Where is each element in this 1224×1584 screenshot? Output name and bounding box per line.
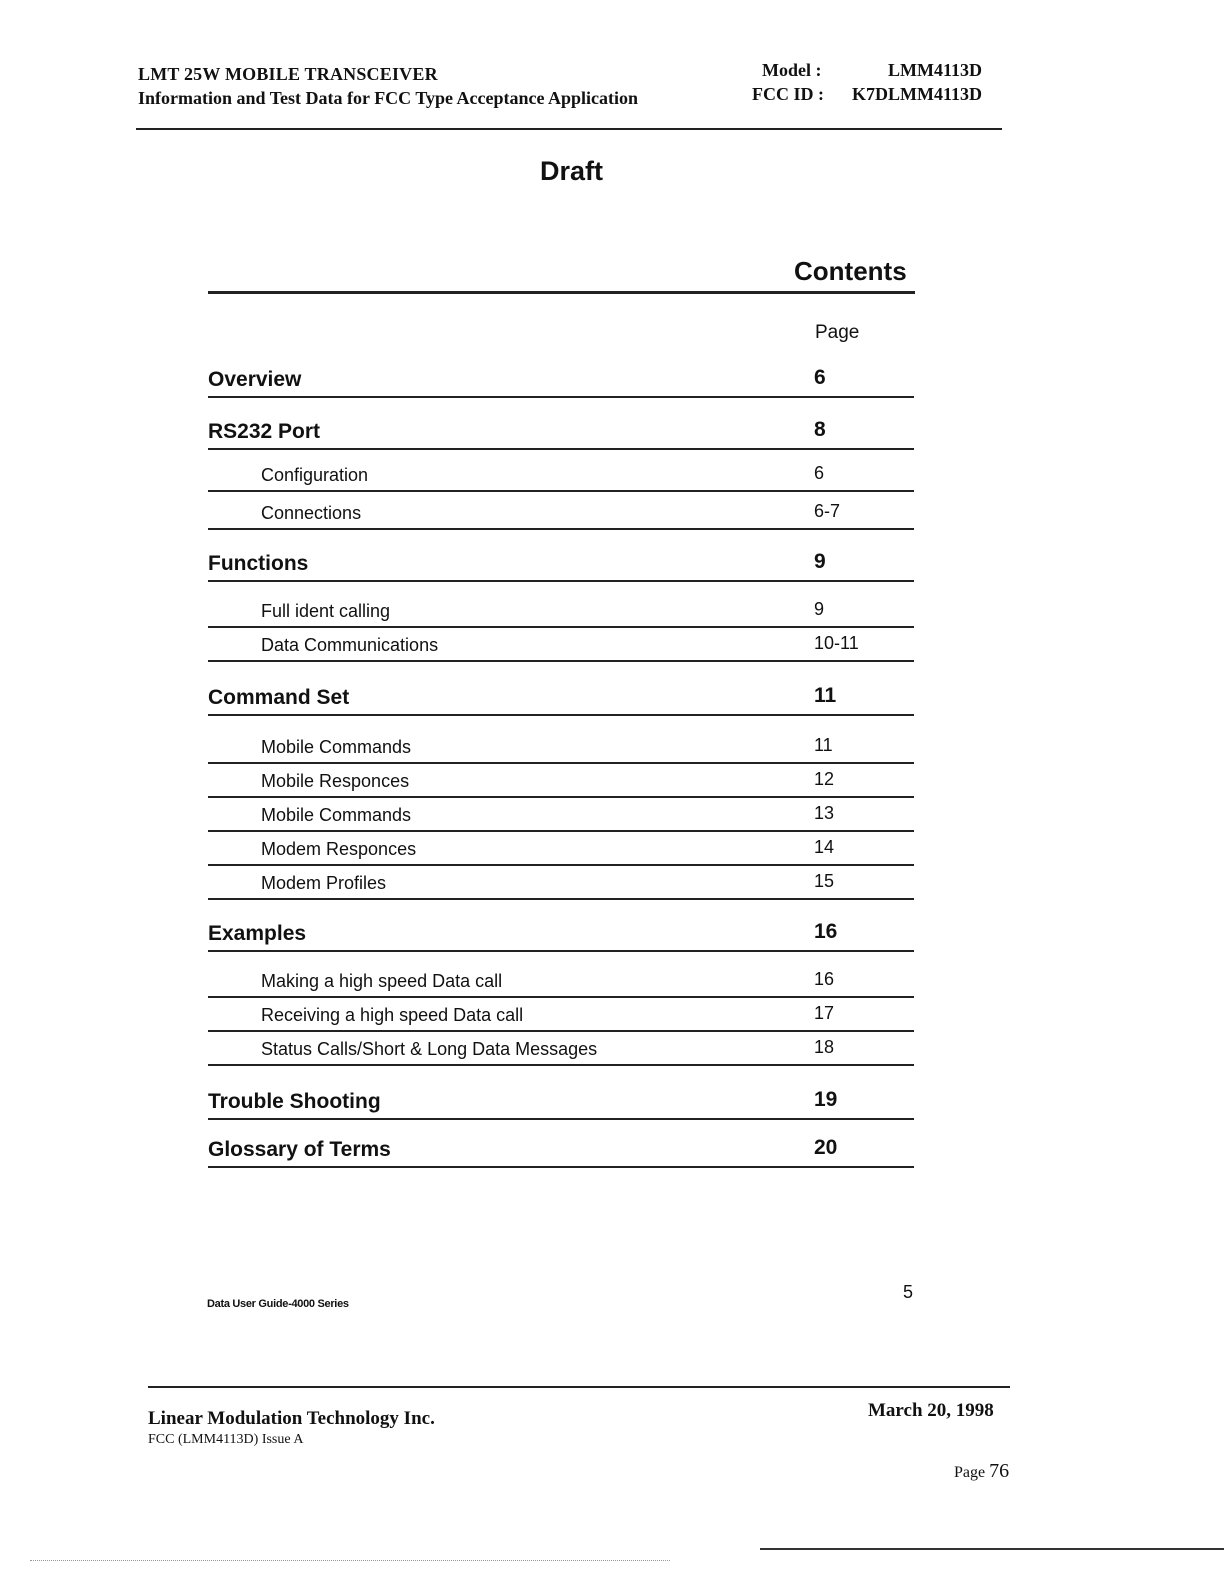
document-date: March 20, 1998 [868,1400,994,1421]
toc-label: Modem Profiles [261,873,387,893]
contents-divider [208,291,915,294]
fcc-id-value: K7DLMM4113D [852,84,982,104]
toc-label: Mobile Commands [261,737,412,757]
page-column-header: Page [815,322,860,343]
toc-entry-glossary [208,1128,914,1168]
toc-entry-trouble-shooting [208,1080,914,1120]
toc-label: RS232 Port [208,420,321,443]
model-label: Model : [762,60,822,80]
toc-page: 6-7 [814,501,841,521]
toc-rule [208,714,914,716]
toc-page: 9 [814,550,826,573]
toc-page: 12 [814,769,835,789]
toc-rule [208,448,914,450]
toc-label: Overview [208,368,302,391]
toc-label: Connections [261,503,362,523]
document-title: LMT 25W MOBILE TRANSCEIVER [138,64,438,84]
draft-heading: Draft [540,156,604,186]
toc-rule [208,528,914,530]
toc-rule [208,1064,914,1066]
toc-page: 8 [814,418,826,441]
toc-page: 10-11 [814,633,859,653]
toc-entry-status-calls [208,1026,914,1066]
toc-rule [208,950,914,952]
toc-label: Mobile Responces [261,771,410,791]
scan-artifact-line [760,1548,1224,1550]
company-name: Linear Modulation Technology Inc. [148,1408,435,1429]
fcc-id-label: FCC ID : [752,84,824,104]
toc-page: 11 [814,735,833,755]
toc-entry-command-set [208,676,914,716]
toc-entry-rs232-port [208,410,914,450]
toc-entry-modem-profiles [208,860,914,900]
toc-page: 16 [814,920,838,943]
toc-page: 9 [814,599,825,619]
toc-label: Trouble Shooting [208,1090,381,1113]
toc-label: Configuration [261,465,369,485]
document-page [954,1460,1009,1483]
toc-page: 13 [814,803,835,823]
toc-entry-configuration [208,452,914,492]
toc-label: Status Calls/Short & Long Data Messages [261,1039,598,1059]
toc-page: 18 [814,1037,835,1057]
guide-footer: Data User Guide-4000 Series [207,1298,349,1310]
toc-entry-data-communications [208,622,914,662]
model-value: LMM4113D [888,60,982,80]
toc-label: Mobile Commands [261,805,412,825]
toc-entry-functions [208,542,914,582]
toc-page: 6 [814,366,826,389]
toc-label: Examples [208,922,307,945]
toc-page: 16 [814,969,835,989]
toc-label: Receiving a high speed Data call [261,1005,524,1025]
toc-rule [208,898,914,900]
toc-page: 11 [814,684,837,707]
toc-label: Data Communications [261,635,439,655]
toc-label: Full ident calling [261,601,391,621]
scan-artifact-dots [30,1560,670,1562]
toc-page: 15 [814,871,835,891]
toc-rule [208,1118,914,1120]
toc-label: Making a high speed Data call [261,971,503,991]
toc-rule [208,660,914,662]
page-number: 76 [989,1460,1010,1482]
toc-entry-examples [208,912,914,952]
toc-label: Glossary of Terms [208,1138,391,1161]
footer-divider [148,1386,1010,1388]
toc-rule [208,396,914,398]
fcc-issue: FCC (LMM4113D) Issue A [148,1432,304,1447]
toc-page: 14 [814,837,835,857]
toc-label: Functions [208,552,309,575]
document-subtitle: Information and Test Data for FCC Type Acceptance Application [138,88,639,108]
toc-page: 6 [814,463,825,483]
toc-label: Command Set [208,686,350,709]
header-divider [136,128,1002,130]
contents-heading: Contents [794,256,907,286]
toc-page: 17 [814,1003,835,1023]
toc-rule [208,1166,914,1168]
toc-page: 20 [814,1136,838,1159]
page-label: Page [954,1464,986,1481]
toc-label: Modem Responces [261,839,417,859]
toc-rule [208,580,914,582]
toc-entry-overview [208,358,914,398]
toc-entry-connections [208,490,914,530]
guide-page-number: 5 [903,1282,914,1302]
toc-page: 19 [814,1088,838,1111]
